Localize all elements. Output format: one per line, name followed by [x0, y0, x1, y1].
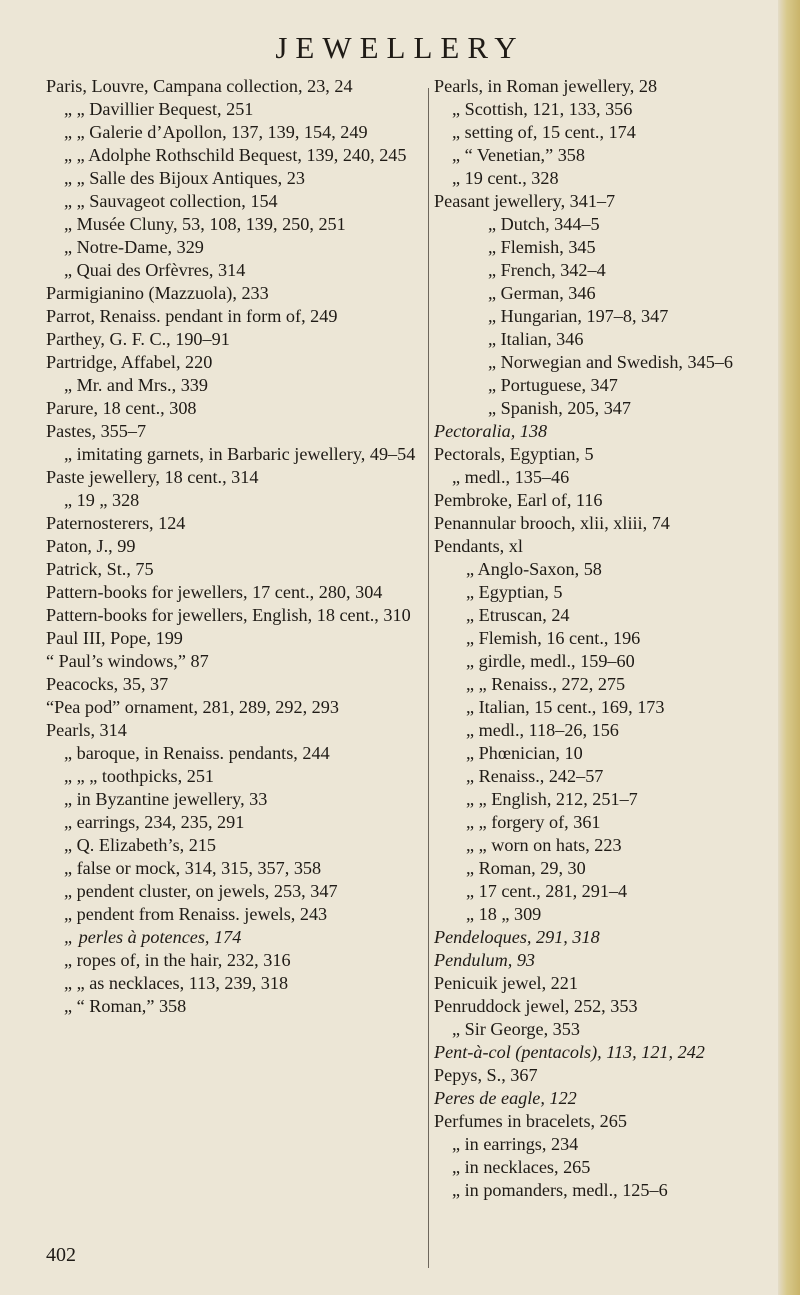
index-entry: „ Q. Elizabeth’s, 215 — [64, 835, 217, 855]
index-entry: Perfumes in bracelets, 265 — [434, 1111, 627, 1131]
index-entry: Pearls, 314 — [46, 720, 127, 740]
index-entry: Penicuik jewel, 221 — [434, 973, 578, 993]
index-entry: „ Phœnician, 10 — [466, 743, 583, 763]
index-entry: „ Notre-Dame, 329 — [64, 237, 204, 257]
index-entry: „ girdle, medl., 159–60 — [466, 651, 635, 671]
index-entry: „ Mr. and Mrs., 339 — [64, 375, 208, 395]
index-entry: Pent-à-col (pentacols), 113, 121, 242 — [434, 1042, 705, 1062]
index-entry: „ ropes of, in the hair, 232, 316 — [64, 950, 291, 970]
index-entry: „ Egyptian, 5 — [466, 582, 563, 602]
index-entry: Peres de eagle, 122 — [434, 1088, 577, 1108]
index-entry: Parrot, Renaiss. pendant in form of, 249 — [46, 306, 338, 326]
index-entry: Pepys, S., 367 — [434, 1065, 538, 1085]
index-entry: Pendulum, 93 — [434, 950, 536, 970]
index-entry: Penannular brooch, xlii, xliii, 74 — [434, 513, 670, 533]
index-entry: Paul III, Pope, 199 — [46, 628, 183, 648]
index-entry: „ Flemish, 16 cent., 196 — [466, 628, 641, 648]
index-entry: Paton, J., 99 — [46, 536, 136, 556]
index-entry: Pattern-books for jewellers, English, 18 cent., 310 — [46, 605, 411, 625]
index-entry: „ 18 „ 309 — [466, 904, 542, 924]
index-entry: „ Italian, 15 cent., 169, 173 — [466, 697, 665, 717]
index-entry: Partridge, Affabel, 220 — [46, 352, 213, 372]
index-entry: “Pea pod” ornament, 281, 289, 292, 293 — [46, 697, 339, 717]
index-entry: Paste jewellery, 18 cent., 314 — [46, 467, 259, 487]
index-entry: „ 17 cent., 281, 291–4 — [466, 881, 628, 901]
index-entry: „ „ worn on hats, 223 — [466, 835, 622, 855]
index-entry: „ “ Venetian,” 358 — [452, 145, 585, 165]
index-entry: „ Etruscan, 24 — [466, 605, 570, 625]
index-entry: „ „ Galerie d’Apollon, 137, 139, 154, 249 — [64, 122, 368, 142]
index-entry: Pectorals, Egyptian, 5 — [434, 444, 594, 464]
index-entry: „ Anglo-Saxon, 58 — [466, 559, 602, 579]
index-entry: Parthey, G. F. C., 190–91 — [46, 329, 230, 349]
index-entry: „ in necklaces, 265 — [452, 1157, 591, 1177]
index-entry: „ German, 346 — [488, 283, 596, 303]
index-entry: „ in Byzantine jewellery, 33 — [64, 789, 268, 809]
index-entry: Pattern-books for jewellers, 17 cent., 280, 304 — [46, 582, 383, 602]
index-entry: „ 19 „ 328 — [64, 490, 140, 510]
index-entry: Pastes, 355–7 — [46, 421, 147, 441]
index-entry: „ in earrings, 234 — [452, 1134, 579, 1154]
index-entry: „ pendent cluster, on jewels, 253, 347 — [64, 881, 338, 901]
index-column-right — [434, 75, 770, 1202]
index-entry: „ “ Roman,” 358 — [64, 996, 187, 1016]
index-entry: „ perles à potences, 174 — [64, 927, 242, 947]
index-entry: „ pendent from Renaiss. jewels, 243 — [64, 904, 328, 924]
index-entry: „ French, 342–4 — [488, 260, 606, 280]
index-entry: „ „ Davillier Bequest, 251 — [64, 99, 254, 119]
index-entry: „ „ Renaiss., 272, 275 — [466, 674, 626, 694]
index-entry: „ „ forgery of, 361 — [466, 812, 601, 832]
index-entry: “ Paul’s windows,” 87 — [46, 651, 209, 671]
column-divider — [428, 88, 429, 1268]
index-entry: „ „ English, 212, 251–7 — [466, 789, 638, 809]
index-entry: „ Renaiss., 242–57 — [466, 766, 604, 786]
index-entry: „ Hungarian, 197–8, 347 — [488, 306, 669, 326]
index-entry: „ „ Adolphe Rothschild Bequest, 139, 240, 245 — [64, 145, 407, 165]
index-entry: Peacocks, 35, 37 — [46, 674, 169, 694]
index-entry: „ „ „ toothpicks, 251 — [64, 766, 215, 786]
index-entry: „ medl., 135–46 — [452, 467, 570, 487]
index-entry: Paris, Louvre, Campana collection, 23, 24 — [46, 76, 353, 96]
index-entry: „ false or mock, 314, 315, 357, 358 — [64, 858, 322, 878]
index-entry: „ medl., 118–26, 156 — [466, 720, 619, 740]
index-entry: „ Norwegian and Swedish, 345–6 — [488, 352, 733, 372]
index-entry: Pectoralia, 138 — [434, 421, 548, 441]
index-entry: „ 19 cent., 328 — [452, 168, 559, 188]
page-title: JEWELLERY — [275, 30, 525, 65]
index-entry: Paternosterers, 124 — [46, 513, 186, 533]
index-entry: „ Musée Cluny, 53, 108, 139, 250, 251 — [64, 214, 346, 234]
index-entry: „ earrings, 234, 235, 291 — [64, 812, 245, 832]
index-entry: „ imitating garnets, in Barbaric jewellery, 49–54 — [64, 444, 416, 464]
index-entry: Peasant jewellery, 341–7 — [434, 191, 616, 211]
index-entry: Parmigianino (Mazzuola), 233 — [46, 283, 269, 303]
index-entry: „ Dutch, 344–5 — [488, 214, 600, 234]
index-entry: „ Roman, 29, 30 — [466, 858, 586, 878]
index-column-left — [46, 75, 426, 1018]
index-entry: „ Flemish, 345 — [488, 237, 596, 257]
index-entry: Pendants, xl — [434, 536, 523, 556]
index-entry: Pembroke, Earl of, 116 — [434, 490, 603, 510]
index-entry: „ „ Salle des Bijoux Antiques, 23 — [64, 168, 305, 188]
page-edge — [778, 0, 800, 1295]
index-entry: „ setting of, 15 cent., 174 — [452, 122, 636, 142]
index-entry: „ Italian, 346 — [488, 329, 584, 349]
index-entry: Pearls, in Roman jewellery, 28 — [434, 76, 658, 96]
index-entry: „ Scottish, 121, 133, 356 — [452, 99, 633, 119]
index-entry: Penruddock jewel, 252, 353 — [434, 996, 638, 1016]
index-entry: Patrick, St., 75 — [46, 559, 154, 579]
index-entry: „ Sir George, 353 — [452, 1019, 580, 1039]
index-entry: „ „ as necklaces, 113, 239, 318 — [64, 973, 289, 993]
page-number: 402 — [46, 1244, 76, 1266]
index-entry: „ in pomanders, medl., 125–6 — [452, 1180, 668, 1200]
index-entry: „ Portuguese, 347 — [488, 375, 618, 395]
index-entry: „ Spanish, 205, 347 — [488, 398, 631, 418]
index-entry: Parure, 18 cent., 308 — [46, 398, 197, 418]
index-entry: „ baroque, in Renaiss. pendants, 244 — [64, 743, 330, 763]
index-entry: Pendeloques, 291, 318 — [434, 927, 600, 947]
index-entry: „ Quai des Orfèvres, 314 — [64, 260, 246, 280]
index-entry: „ „ Sauvageot collection, 154 — [64, 191, 278, 211]
